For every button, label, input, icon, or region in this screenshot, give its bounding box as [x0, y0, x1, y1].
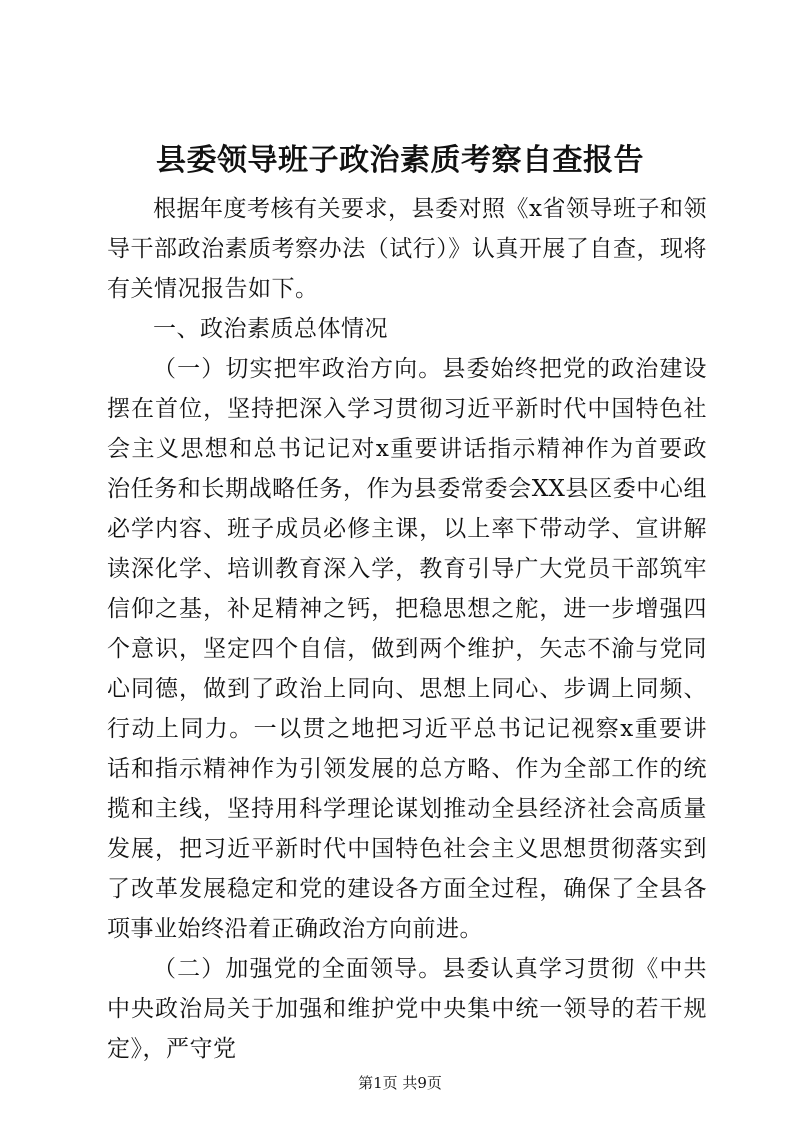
page-footer: 第1页 共9页	[358, 1074, 442, 1092]
intro-paragraph: 根据年度考核有关要求，县委对照《x省领导班子和领导干部政治素质考察办法（试行）》认真开展了自查，现将有关情况报告如下。	[107, 196, 707, 302]
section-heading: 一、政治素质总体情况	[153, 316, 388, 342]
section-1-paragraph: （一）切实把牢政治方向。县委始终把党的政治建设摆在首位，坚持把深入学习贯彻习近平新时代中国特色社会主义思想和总书记记对x重要讲话指示精神作为首要政治任务和长期战略任务，作为县委常委会XX县区委中心组必学内容、班子成员必修主课，以上率下带动学、宣讲解读深化学、培训教育深入学，教育引导广大党员干部筑牢信仰之基，补足精神之钙，把稳思想之舵，进一步增强四个意识，坚定四个自信，做到两个维护，矢志不渝与党同心同德，做到了政治上同向、思想上同心、步调上同频、行动上同力。一以贯之地把习近平总书记记视察x重要讲话和指示精神作为引领发展的总方略、作为全部工作的统揽和主线，坚持用科学理论谋划推动全县经济社会高质量发展，把习近平新时代中国特色社会主义思想贯彻落实到了改革发展稳定和党的建设各方面全过程，确保了全县各项事业始终沿着正确政治方向前进。	[107, 356, 707, 942]
document-title: 县委领导班子政治素质考察自查报告	[156, 143, 644, 178]
section-2-paragraph: （二）加强党的全面领导。县委认真学习贯彻《中共中央政治局关于加强和维护党中央集中统一领导的若干规定》，严守党	[107, 956, 707, 1062]
document-body	[107, 189, 707, 1069]
